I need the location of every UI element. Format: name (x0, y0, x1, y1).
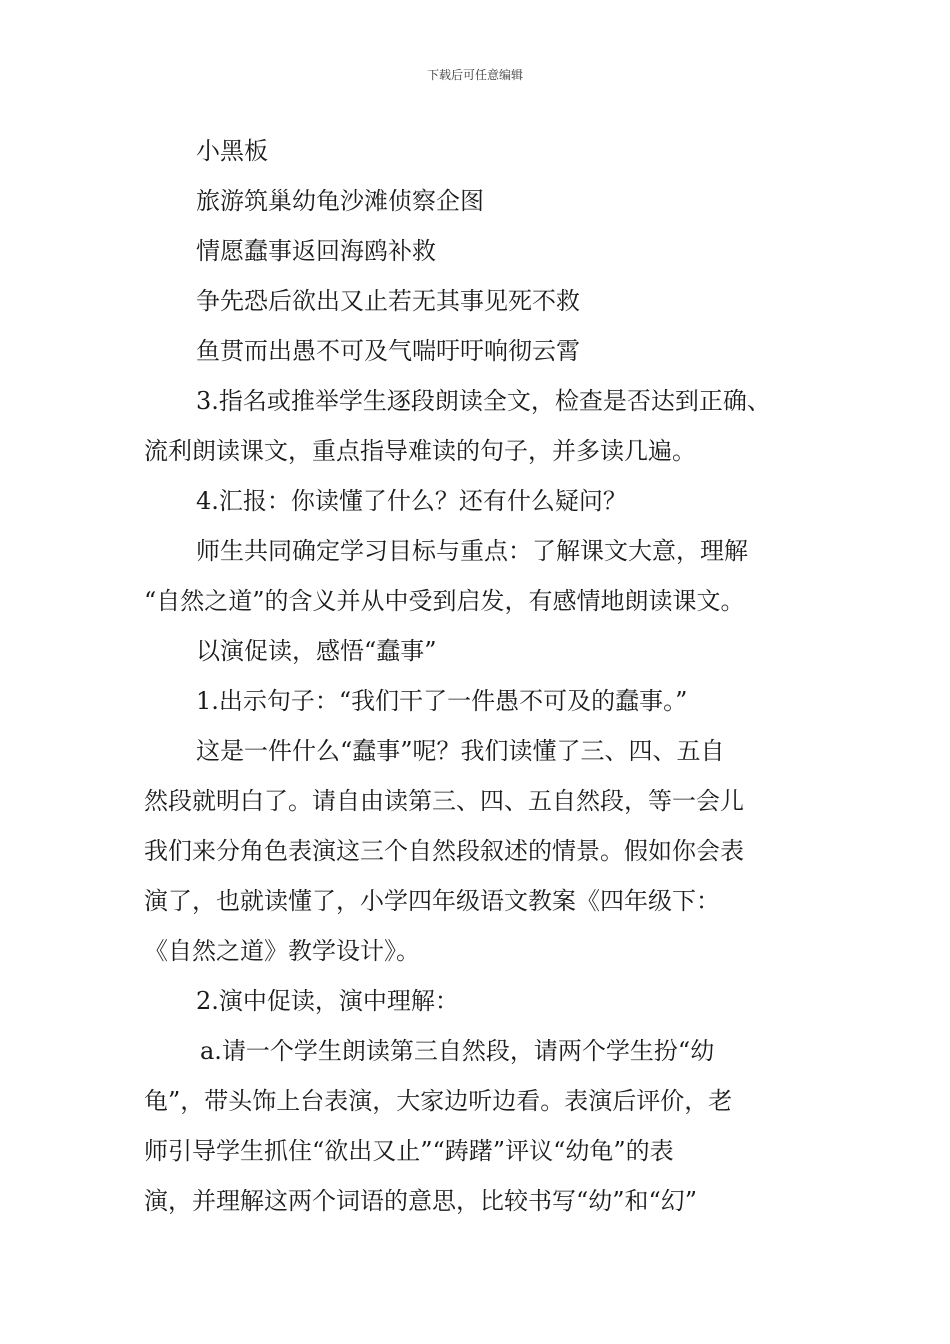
text-line: 以演促读，感悟“蠢事” (196, 637, 437, 665)
document-body (144, 126, 834, 1226)
text-line: 演，并理解这两个词语的意思，比较书写“幼”和“幻” (144, 1187, 698, 1215)
text-line: 这是一件什么“蠢事”呢？我们读懂了三、四、五自 (196, 737, 725, 765)
text-line: 1.出示句子：“我们干了一件愚不可及的蠢事。” (196, 687, 688, 715)
text-line: 流利朗读课文，重点指导难读的句子，并多读几遍。 (144, 437, 696, 465)
text-line: 情愿蠢事返回海鸥补救 (196, 237, 436, 265)
text-line: 然段就明白了。请自由读第三、四、五自然段，等一会儿 (144, 787, 744, 815)
text-line: 《自然之道》教学设计》。 (144, 937, 420, 965)
text-line: 师生共同确定学习目标与重点：了解课文大意，理解 (196, 537, 748, 565)
text-line: 师引导学生抓住“欲出又止”“踌躇”评议“幼龟”的表 (144, 1137, 674, 1165)
text-line: a.请一个学生朗读第三自然段，请两个学生扮“幼 (200, 1037, 715, 1065)
text-line: 演了，也就读懂了，小学四年级语文教案《四年级下： (144, 887, 720, 915)
page-header: 下载后可任意编辑 (426, 68, 523, 82)
text-line: “自然之道”的含义并从中受到启发，有感情地朗读课文。 (144, 587, 745, 615)
text-line: 小黑板 (196, 137, 268, 165)
text-line: 我们来分角色表演这三个自然段叙述的情景。假如你会表 (144, 837, 744, 865)
text-line: 4.汇报：你读懂了什么？还有什么疑问？ (196, 487, 627, 515)
text-line: 旅游筑巢幼龟沙滩侦察企图 (196, 187, 484, 215)
text-line: 2.演中促读，演中理解： (196, 987, 459, 1015)
text-line: 争先恐后欲出又止若无其事见死不救 (196, 287, 580, 315)
text-line: 龟”，带头饰上台表演，大家边听边看。表演后评价，老 (144, 1087, 733, 1115)
text-line: 3.指名或推举学生逐段朗读全文，检查是否达到正确、 (196, 387, 771, 415)
text-line: 鱼贯而出愚不可及气喘吁吁响彻云霄 (196, 337, 580, 365)
